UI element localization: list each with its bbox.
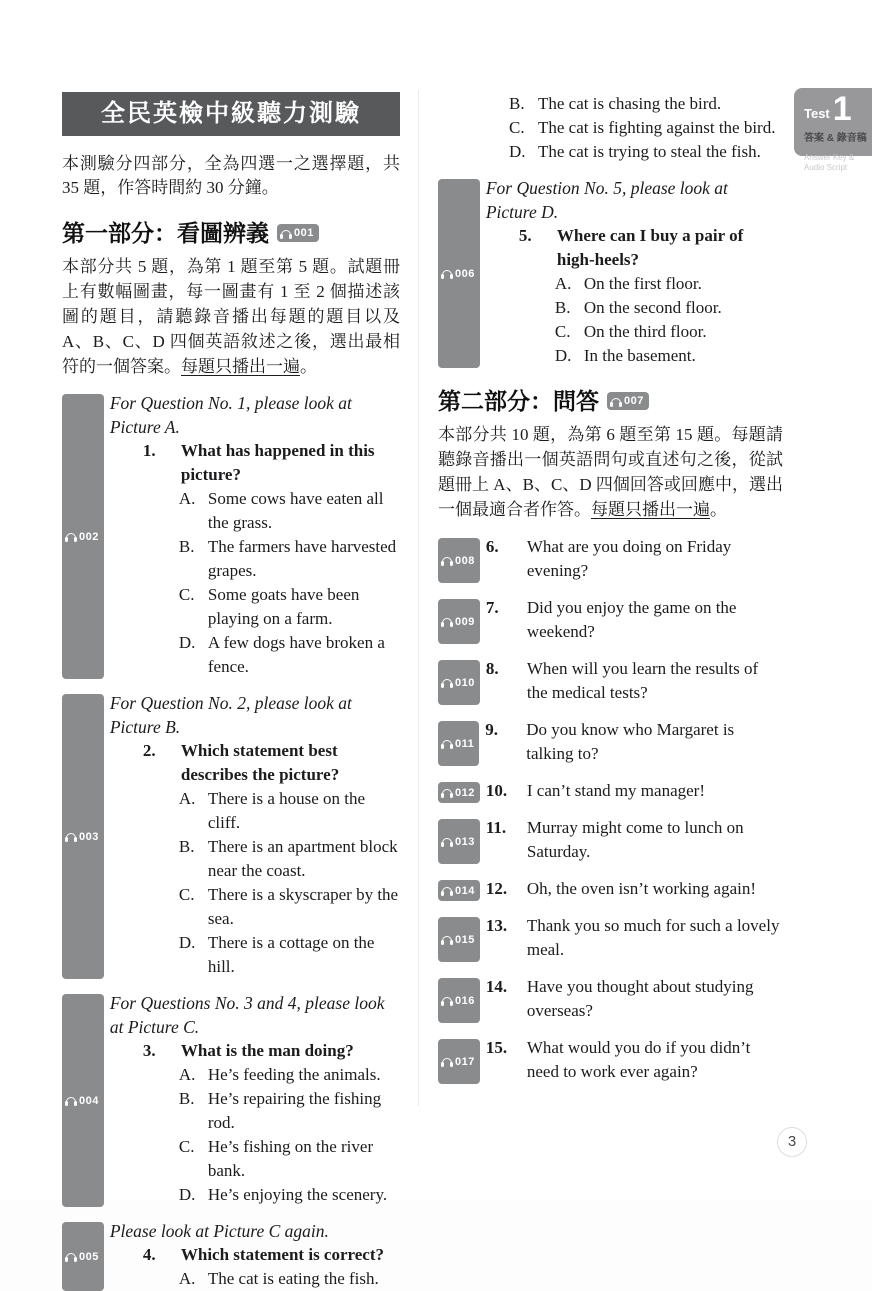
audio-track-number: 002 (79, 530, 99, 543)
option-text: On the third floor. (583, 322, 707, 341)
option-letter: C. (178, 585, 195, 604)
right-column (438, 92, 783, 1291)
option-text: The cat is eating the fish. (207, 1269, 379, 1288)
option-letter: A. (178, 489, 196, 508)
headphones-icon (442, 740, 452, 747)
qa-item (438, 718, 783, 766)
question-number: 8. (485, 659, 499, 678)
part2-desc-underlined: 每題只播出一遍 (591, 500, 710, 519)
qa-item (438, 535, 783, 583)
option-letter: B. (509, 94, 525, 113)
option-letter: A. (554, 274, 572, 293)
option-text: The cat is chasing the bird. (538, 94, 722, 113)
option-letter: D. (178, 1185, 196, 1204)
part2-heading-row (438, 386, 783, 416)
question-text: What is the man doing? (180, 1041, 354, 1060)
audio-track-number: 013 (455, 835, 475, 848)
part1-heading-row (62, 218, 400, 248)
option-letter: C. (178, 1137, 195, 1156)
audio-badge (438, 819, 480, 864)
question-text: What has happened in this picture? (180, 441, 375, 484)
test-intro-paragraph: 本測驗分四部分，全為四選一之選擇題，共 35 題，作答時間約 30 分鐘。 (62, 154, 400, 197)
audio-badge (607, 392, 649, 410)
option-text: The cat is trying to steal the fish. (538, 142, 761, 161)
part1-desc-underlined: 每題只播出一遍 (181, 357, 300, 376)
option-letter: D. (178, 933, 196, 952)
option (179, 631, 400, 679)
page-title: 全民英檢中級聽力測驗 (62, 92, 400, 136)
audio-track-number: 012 (455, 786, 475, 799)
headphones-icon (442, 997, 452, 1004)
audio-badge (438, 179, 480, 368)
qa-item (438, 816, 783, 864)
question-group (438, 176, 783, 368)
qa-item (438, 975, 783, 1023)
audio-track-number: 005 (79, 1250, 99, 1263)
option-letter: D. (509, 142, 526, 161)
headphones-icon (442, 618, 452, 625)
options-continued (509, 92, 783, 164)
option-letter: D. (554, 346, 572, 365)
audio-badge (62, 994, 104, 1207)
question-text: What would you do if you didn’t need to work ever again? (526, 1038, 751, 1081)
question-group (62, 991, 400, 1207)
question-text: Do you know who Margaret is talking to? (526, 720, 735, 763)
test-corner-tab (794, 88, 872, 172)
headphones-icon (66, 1097, 76, 1104)
question-number: 5. (518, 226, 532, 245)
question-number: 6. (485, 537, 499, 556)
option-text: A few dogs have broken a fence. (207, 633, 385, 676)
question-block (143, 739, 400, 979)
question-text: Which statement is correct? (180, 1245, 385, 1264)
option-letter: C. (509, 118, 525, 137)
headphones-icon (442, 887, 452, 894)
question-lead: For Questions No. 3 and 4, please look at Picture C. (109, 993, 385, 1037)
question-number: 2. (142, 741, 156, 760)
question-text: When will you learn the results of the medical tests? (526, 659, 759, 702)
part1-desc-main: 本部分共 5 題，為第 1 題至第 5 題。試題冊上有數幅圖畫，每一圖畫有 1 至 2 個描述該圖的題目，請聽錄音播出每題的題目以及 A、B、C、D 四個英語敘述之後，選出最相符的一個答案。 (62, 257, 400, 376)
question-group-body (110, 991, 400, 1207)
option-text: Some goats have been playing on a farm. (207, 585, 360, 628)
option-text: The farmers have harvested grapes. (207, 537, 397, 580)
option (509, 116, 783, 140)
option-letter: A. (178, 1065, 196, 1084)
question-number: 1. (142, 441, 156, 460)
tab-subtitle-en-line2: Audio Script (804, 163, 848, 172)
audio-badge (62, 694, 104, 979)
option (179, 1267, 400, 1291)
option (555, 344, 783, 368)
two-column-layout (62, 92, 783, 1291)
audio-track-number: 001 (294, 227, 314, 239)
question-text: Oh, the oven isn’t working again! (526, 879, 757, 898)
option (179, 883, 400, 931)
option-letter: D. (178, 633, 196, 652)
headphones-icon (442, 1058, 452, 1065)
option-text: On the first floor. (583, 274, 702, 293)
headphones-icon (66, 533, 76, 540)
part2-heading: 第二部分：問答 (438, 388, 599, 414)
question-lead: Please look at Picture C again. (109, 1221, 329, 1241)
headphones-icon (442, 789, 452, 796)
audio-badge (438, 978, 480, 1023)
option-letter: B. (554, 298, 571, 317)
headphones-icon (442, 270, 452, 277)
options-list (179, 1267, 400, 1291)
question-block (143, 1243, 400, 1291)
audio-track-number: 014 (455, 884, 475, 897)
question-text: Thank you so much for such a lovely meal. (526, 916, 780, 959)
audio-track-number: 008 (455, 554, 475, 567)
qa-item (438, 779, 783, 803)
option-text: There is a cottage on the hill. (207, 933, 375, 976)
question-group-body (110, 391, 400, 679)
part1-description (62, 254, 400, 379)
option-text: There is an apartment block near the coast. (207, 837, 398, 880)
question-block (519, 224, 783, 368)
question-number: 14. (485, 977, 508, 996)
part2-desc-main: 本部分共 10 題，為第 6 題至第 15 題。每題請聽錄音播出一個英語問句或直述句之後，從試題冊上 A、B、C、D 四個回答或回應中，選出一個最適合者作答。 (438, 425, 783, 519)
audio-track-number: 004 (79, 1094, 99, 1107)
question-number: 11. (485, 818, 507, 837)
page-number: 3 (777, 1127, 807, 1157)
part1-desc-tail: 。 (300, 357, 317, 376)
audio-track-number: 011 (455, 737, 475, 750)
option (179, 1183, 400, 1207)
tab-test-number: 1 (832, 90, 852, 128)
question-text: What are you doing on Friday evening? (526, 537, 732, 580)
option-text: He’s fishing on the river bank. (207, 1137, 374, 1180)
option (179, 535, 400, 583)
part2-description (438, 422, 783, 522)
headphones-icon (442, 557, 452, 564)
audio-track-number: 003 (79, 830, 99, 843)
question-lead: For Question No. 1, please look at Picture A. (109, 393, 352, 437)
qa-item (438, 914, 783, 962)
option-text: There is a skyscraper by the sea. (207, 885, 399, 928)
question-group (62, 691, 400, 979)
option-text: The cat is fighting against the bird. (538, 118, 776, 137)
option (179, 787, 400, 835)
qa-item (438, 657, 783, 705)
audio-badge (62, 1222, 104, 1291)
audio-badge (438, 917, 480, 962)
option (179, 931, 400, 979)
audio-badge (277, 224, 319, 242)
option-letter: B. (178, 537, 195, 556)
question-text: Have you thought about studying overseas? (526, 977, 754, 1020)
option-letter: B. (178, 1089, 195, 1108)
audio-track-number: 009 (455, 615, 475, 628)
audio-badge (438, 721, 479, 766)
option (179, 1063, 400, 1087)
question-number: 10. (485, 781, 508, 800)
option-letter: C. (554, 322, 571, 341)
tab-subtitle-zh: 答案 & 錄音稿 (804, 133, 867, 144)
question-block (143, 439, 400, 679)
option (509, 140, 783, 164)
options-list (179, 487, 400, 679)
question-number: 13. (485, 916, 508, 935)
audio-badge (438, 599, 480, 644)
tab-test-row (804, 92, 868, 126)
audio-badge (62, 394, 104, 679)
audio-badge (438, 538, 480, 583)
option-text: He’s feeding the animals. (207, 1065, 381, 1084)
option (509, 92, 783, 116)
option-text: He’s enjoying the scenery. (207, 1185, 388, 1204)
question-group-body (110, 1219, 400, 1291)
headphones-icon (442, 936, 452, 943)
audio-track-number: 006 (455, 267, 475, 280)
question-text: I can’t stand my manager! (526, 781, 705, 800)
audio-track-number: 010 (455, 676, 475, 689)
headphones-icon (66, 833, 76, 840)
option-text: There is a house on the cliff. (207, 789, 366, 832)
headphones-icon (442, 679, 452, 686)
question-block (143, 1039, 400, 1207)
audio-badge (438, 1039, 480, 1084)
qa-item (438, 877, 783, 901)
part2-desc-tail: 。 (710, 500, 727, 519)
question-row (143, 1243, 400, 1267)
part1-heading: 第一部分：看圖辨義 (62, 220, 269, 246)
option (179, 583, 400, 631)
audio-track-number: 017 (455, 1055, 475, 1068)
audio-badge (438, 880, 480, 901)
qa-item (438, 1036, 783, 1084)
audio-badge (438, 660, 480, 705)
audio-track-number: 016 (455, 994, 475, 1007)
option-letter: B. (178, 837, 195, 856)
headphones-icon (611, 398, 621, 405)
option (179, 1087, 400, 1135)
question-text: Did you enjoy the game on the weekend? (526, 598, 737, 641)
question-row (143, 739, 400, 787)
question-row (519, 224, 783, 272)
question-group-body (486, 176, 783, 368)
question-text: Murray might come to lunch on Saturday. (526, 818, 744, 861)
option (179, 1135, 400, 1183)
tab-subtitle-en-line1: Answer Key & (804, 153, 855, 162)
question-number: 7. (485, 598, 499, 617)
option-text: Some cows have eaten all the grass. (207, 489, 384, 532)
question-lead: For Question No. 2, please look at Picture B. (109, 693, 352, 737)
question-group-body (110, 691, 400, 979)
option-text: In the basement. (583, 346, 696, 365)
tab-test-label: Test (804, 106, 830, 121)
option-letter: A. (178, 789, 196, 808)
option (555, 296, 783, 320)
options-list (555, 272, 783, 368)
headphones-icon (66, 1253, 76, 1260)
option-text: On the second floor. (583, 298, 722, 317)
question-number: 12. (485, 879, 508, 898)
question-number: 9. (485, 720, 498, 739)
option-text: He’s repairing the fishing rod. (207, 1089, 382, 1132)
tab-subtitle-en (804, 153, 868, 173)
audio-track-number: 015 (455, 933, 475, 946)
option-letter: C. (178, 885, 195, 904)
question-number: 15. (485, 1038, 508, 1057)
options-list (179, 787, 400, 979)
question-text: Which statement best describes the picture? (180, 741, 340, 784)
option-letter: A. (178, 1269, 196, 1288)
question-group (62, 391, 400, 679)
headphones-icon (442, 838, 452, 845)
question-row (143, 1039, 400, 1063)
audio-track-number: 007 (624, 395, 644, 407)
column-gap (400, 92, 438, 1291)
headphones-icon (281, 230, 291, 237)
question-number: 4. (142, 1245, 156, 1264)
question-group (62, 1219, 400, 1291)
audio-badge (438, 782, 480, 803)
option (555, 272, 783, 296)
question-text: Where can I buy a pair of high-heels? (556, 226, 744, 269)
left-column (62, 92, 400, 1291)
option (179, 835, 400, 883)
options-list (179, 1063, 400, 1207)
option (555, 320, 783, 344)
question-number: 3. (142, 1041, 156, 1060)
option (179, 487, 400, 535)
qa-item (438, 596, 783, 644)
question-row (143, 439, 400, 487)
question-lead: For Question No. 5, please look at Picture D. (485, 178, 728, 222)
